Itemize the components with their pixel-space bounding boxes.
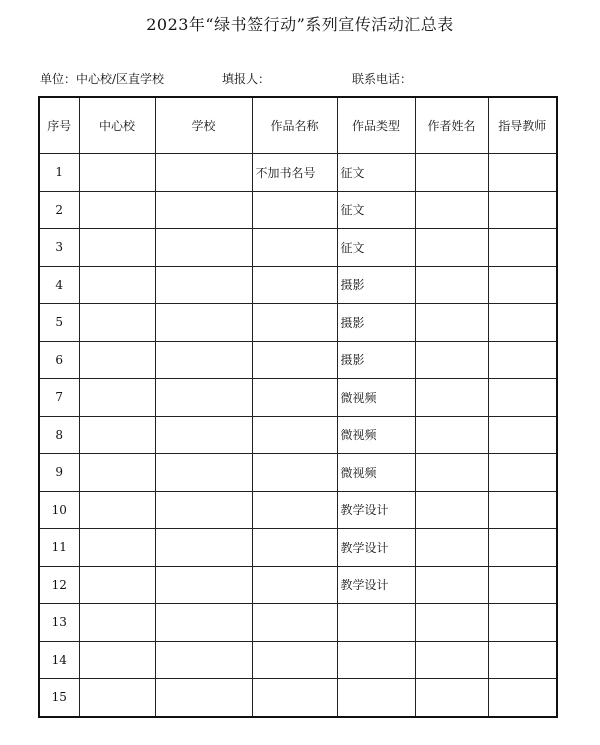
cell-school[interactable] [155, 154, 252, 192]
cell-work-name[interactable] [252, 191, 337, 229]
cell-seq[interactable]: 7 [39, 379, 79, 417]
cell-center-school[interactable] [79, 416, 155, 454]
cell-seq[interactable]: 15 [39, 679, 79, 717]
cell-center-school[interactable] [79, 641, 155, 679]
cell-teacher[interactable] [488, 454, 557, 492]
cell-seq[interactable]: 9 [39, 454, 79, 492]
cell-center-school[interactable] [79, 191, 155, 229]
cell-school[interactable] [155, 379, 252, 417]
cell-work-name[interactable] [252, 566, 337, 604]
cell-work-type[interactable]: 微视频 [337, 454, 415, 492]
table-row [39, 341, 557, 379]
contact-label: 联系电话： [352, 72, 413, 86]
cell-teacher[interactable] [488, 191, 557, 229]
table-row [39, 266, 557, 304]
table-row [39, 379, 557, 417]
cell-teacher[interactable] [488, 304, 557, 342]
cell-seq[interactable]: 10 [39, 491, 79, 529]
unit-label: 单位：中心校/区直学校 [40, 72, 165, 86]
header-school: 学校 [155, 97, 252, 154]
table-row [39, 641, 557, 679]
cell-work-type[interactable]: 教学设计 [337, 529, 415, 567]
cell-work-name[interactable] [252, 529, 337, 567]
cell-school[interactable] [155, 491, 252, 529]
cell-center-school[interactable] [79, 341, 155, 379]
cell-work-type[interactable] [337, 641, 415, 679]
cell-center-school[interactable] [79, 304, 155, 342]
cell-author[interactable] [415, 604, 488, 642]
cell-work-name[interactable] [252, 454, 337, 492]
cell-work-type[interactable]: 微视频 [337, 379, 415, 417]
cell-author[interactable] [415, 154, 488, 192]
cell-teacher[interactable] [488, 154, 557, 192]
cell-teacher[interactable] [488, 604, 557, 642]
cell-seq[interactable]: 8 [39, 416, 79, 454]
cell-center-school[interactable] [79, 379, 155, 417]
cell-center-school[interactable] [79, 266, 155, 304]
header-work-type: 作品类型 [337, 97, 415, 154]
cell-seq[interactable]: 14 [39, 641, 79, 679]
cell-seq[interactable]: 2 [39, 191, 79, 229]
table-row [39, 679, 557, 717]
cell-work-type[interactable]: 教学设计 [337, 566, 415, 604]
cell-school[interactable] [155, 454, 252, 492]
cell-seq[interactable]: 13 [39, 604, 79, 642]
header-row [39, 97, 557, 154]
cell-center-school[interactable] [79, 529, 155, 567]
cell-work-name[interactable] [252, 379, 337, 417]
cell-work-name[interactable]: 不加书名号 [252, 154, 337, 192]
cell-school[interactable] [155, 416, 252, 454]
cell-author[interactable] [415, 679, 488, 717]
cell-author[interactable] [415, 566, 488, 604]
cell-school[interactable] [155, 191, 252, 229]
cell-school[interactable] [155, 566, 252, 604]
cell-work-type[interactable] [337, 679, 415, 717]
cell-seq[interactable]: 6 [39, 341, 79, 379]
cell-seq[interactable]: 1 [39, 154, 79, 192]
cell-work-type[interactable]: 摄影 [337, 341, 415, 379]
cell-work-name[interactable] [252, 641, 337, 679]
cell-teacher[interactable] [488, 529, 557, 567]
cell-work-name[interactable] [252, 229, 337, 267]
cell-author[interactable] [415, 641, 488, 679]
cell-author[interactable] [415, 266, 488, 304]
table-row [39, 604, 557, 642]
cell-teacher[interactable] [488, 229, 557, 267]
cell-work-type[interactable]: 征文 [337, 229, 415, 267]
cell-work-name[interactable] [252, 491, 337, 529]
table-row [39, 491, 557, 529]
cell-author[interactable] [415, 229, 488, 267]
cell-work-type[interactable]: 征文 [337, 191, 415, 229]
summary-table [38, 96, 558, 718]
header-seq: 序号 [39, 97, 79, 154]
cell-author[interactable] [415, 341, 488, 379]
cell-school[interactable] [155, 229, 252, 267]
cell-author[interactable] [415, 491, 488, 529]
cell-author[interactable] [415, 191, 488, 229]
cell-center-school[interactable] [79, 679, 155, 717]
cell-author[interactable] [415, 529, 488, 567]
cell-center-school[interactable] [79, 604, 155, 642]
cell-work-name[interactable] [252, 604, 337, 642]
cell-work-type[interactable]: 摄影 [337, 266, 415, 304]
cell-author[interactable] [415, 454, 488, 492]
header-center-school: 中心校 [79, 97, 155, 154]
cell-center-school[interactable] [79, 566, 155, 604]
header-author: 作者姓名 [415, 97, 488, 154]
cell-work-type[interactable] [337, 604, 415, 642]
cell-teacher[interactable] [488, 491, 557, 529]
cell-school[interactable] [155, 266, 252, 304]
cell-seq[interactable]: 3 [39, 229, 79, 267]
cell-author[interactable] [415, 416, 488, 454]
document-title: 2023年“绿书签行动”系列宣传活动汇总表 [146, 15, 454, 34]
cell-center-school[interactable] [79, 229, 155, 267]
cell-teacher[interactable] [488, 341, 557, 379]
cell-school[interactable] [155, 529, 252, 567]
table-row [39, 304, 557, 342]
cell-center-school[interactable] [79, 154, 155, 192]
cell-work-name[interactable] [252, 679, 337, 717]
table-row [39, 191, 557, 229]
cell-work-type[interactable]: 摄影 [337, 304, 415, 342]
table-row [39, 229, 557, 267]
cell-teacher[interactable] [488, 679, 557, 717]
cell-teacher[interactable] [488, 266, 557, 304]
cell-teacher[interactable] [488, 566, 557, 604]
cell-work-name[interactable] [252, 266, 337, 304]
filler-label: 填报人： [222, 72, 271, 86]
cell-teacher[interactable] [488, 641, 557, 679]
table-row [39, 154, 557, 192]
cell-work-type[interactable]: 征文 [337, 154, 415, 192]
cell-seq[interactable]: 12 [39, 566, 79, 604]
cell-center-school[interactable] [79, 454, 155, 492]
cell-seq[interactable]: 11 [39, 529, 79, 567]
cell-work-name[interactable] [252, 341, 337, 379]
cell-work-name[interactable] [252, 304, 337, 342]
cell-teacher[interactable] [488, 379, 557, 417]
cell-author[interactable] [415, 304, 488, 342]
table-row [39, 566, 557, 604]
cell-work-name[interactable] [252, 416, 337, 454]
cell-seq[interactable]: 5 [39, 304, 79, 342]
header-teacher: 指导教师 [488, 97, 557, 154]
cell-center-school[interactable] [79, 491, 155, 529]
cell-author[interactable] [415, 379, 488, 417]
cell-teacher[interactable] [488, 416, 557, 454]
header-work-name: 作品名称 [252, 97, 337, 154]
table-row [39, 454, 557, 492]
cell-school[interactable] [155, 604, 252, 642]
cell-seq[interactable]: 4 [39, 266, 79, 304]
table-row [39, 416, 557, 454]
cell-work-type[interactable]: 教学设计 [337, 491, 415, 529]
cell-school[interactable] [155, 341, 252, 379]
table-row [39, 529, 557, 567]
cell-school[interactable] [155, 641, 252, 679]
cell-school[interactable] [155, 304, 252, 342]
cell-school[interactable] [155, 679, 252, 717]
cell-work-type[interactable]: 微视频 [337, 416, 415, 454]
